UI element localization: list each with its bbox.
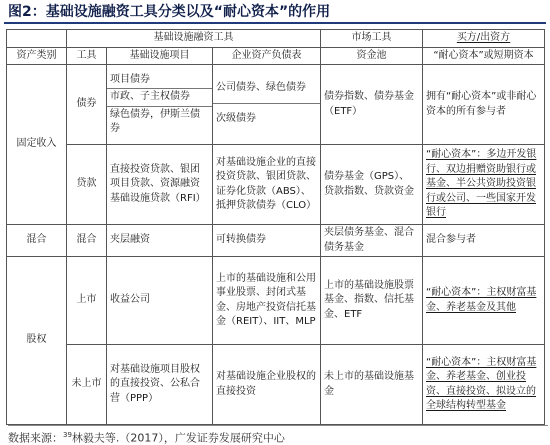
bond-project-item: 项目债券 (110, 73, 150, 85)
tool-loan: 贷款 (67, 145, 107, 225)
tool-unlisted: 未上市 (67, 345, 107, 425)
bond-market-tools: 债券指数、债券基金（ETF） (321, 65, 423, 145)
loan-projects: 直接投资贷款、银团项目贷款、资源融资基础设施贷款（RFI） (107, 145, 213, 225)
unlisted-projects: 对基础设施项目股权的直接投资、公私合营（PPP） (107, 345, 213, 425)
tool-bond: 债券 (67, 65, 107, 145)
mezz-buyers: 混合参与者 (423, 225, 545, 257)
bond-corp-item: 次级债券 (213, 103, 320, 135)
header-patient-capital: “耐心资本”或短期资本 (423, 47, 545, 65)
mezz-market-tools: 夹层债务基金、混合债务基金 (321, 225, 423, 257)
listed-buyers: “耐心资本”：主权财富基金、养老基金及其他 (423, 257, 545, 345)
mezz-projects: 夹层融资 (107, 225, 213, 257)
table-row-loan (7, 145, 545, 225)
infra-financing-table (6, 29, 545, 425)
mezz-corp: 可转换债券 (213, 225, 321, 257)
header-column-row (7, 47, 545, 65)
source-prefix: 数据来源： (8, 431, 63, 445)
bond-projects-cell (107, 65, 213, 145)
header-tool: 工具 (67, 47, 107, 65)
unlisted-buyers: “耐心资本”：主权财富基金、养老基金、创业投资、直接投资、拟设立的全球结构转型基金 (423, 345, 545, 425)
header-fund-pool: 资金池 (321, 47, 423, 65)
header-group-row (7, 30, 545, 48)
header-infra-project: 基础设施项目 (107, 47, 213, 65)
table-row-mezzanine (7, 225, 545, 257)
bond-corp-item: 公司债券、绿色债券 (216, 82, 306, 93)
tool-mezzanine: 混合 (67, 225, 107, 257)
asset-class-mezzanine: 混合 (7, 225, 67, 257)
listed-market-tools: 上市的基础设施股票基金、指数、信托基金、ETF (321, 257, 423, 345)
header-buyer: 买方/出资方 (423, 30, 545, 48)
loan-market-tools: 债券基金（GPS）、贷款指数、贷款资金 (321, 145, 423, 225)
bond-buyers: 拥有“耐心资本”或非耐心资本的所有参与者 (423, 65, 545, 145)
header-corp-balance-sheet: 企业资产负债表 (213, 47, 321, 65)
header-market-tools: 市场工具 (321, 30, 423, 48)
listed-projects: 收益公司 (107, 257, 213, 345)
source-ref-number: 39 (63, 431, 72, 439)
header-asset-class: 资产类别 (7, 47, 67, 65)
table-row-listed (7, 257, 545, 345)
bond-corp-cell (213, 65, 321, 145)
listed-corp: 上市的基础设施和公用事业股票、封闭式基金、房地产投资信托基金（REIT）、IIT、MLP (213, 257, 321, 345)
loan-buyers: “耐心资本”：多边开发银行、双边捐赠资助银行或基金、半公共资助投资银行或公司、一些国家开发银行 (423, 145, 545, 225)
table-row-bond (7, 65, 545, 145)
asset-class-fixed-income: 固定收入 (7, 65, 67, 225)
bond-project-item: 绿色债券，伊斯兰债券 (107, 106, 212, 137)
asset-class-equity: 股权 (7, 257, 67, 425)
table-row-unlisted (7, 345, 545, 425)
unlisted-market-tools: 未上市的基础设施基金 (321, 345, 423, 425)
tool-listed: 上市 (67, 257, 107, 345)
loan-corp: 对基础设施企业的直接投资贷款、银团贷款、证券化贷款（ABS）、抵押贷款债券（CLO） (213, 145, 321, 225)
bond-project-item: 市政、子主权债券 (107, 88, 212, 105)
source-note (8, 425, 548, 443)
figure-title: 图2：基础设施融资工具分类以及“耐心资本”的作用 (4, 2, 546, 24)
unlisted-corp: 对基础设施企业股权的直接投资 (213, 345, 321, 425)
header-infra-tools: 基础设施融资工具 (67, 30, 321, 48)
source-text: 林毅夫等.（2017），广发证券发展研究中心 (71, 431, 285, 445)
